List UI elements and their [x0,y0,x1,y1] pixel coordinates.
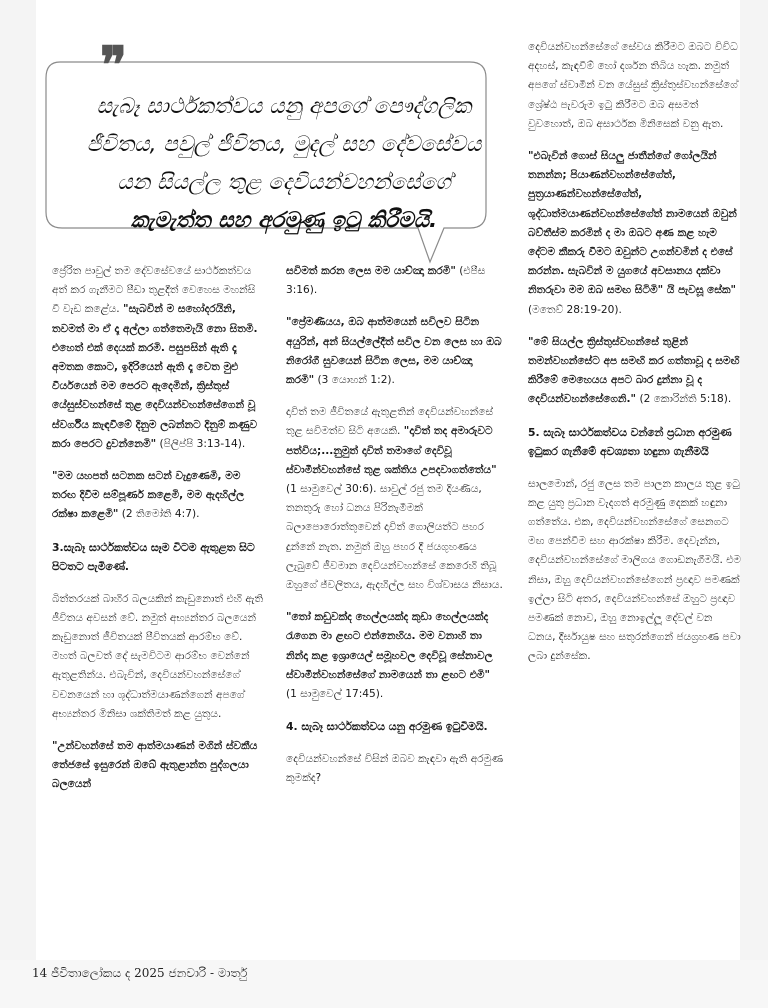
paragraph: දෙවියන්වහන්සේ විසින් ඔබව කැඳවා ඇති අරමුණ කුමක්ද? [286,753,504,785]
scripture-quote: "උන්වහන්සේ තම ආත්මයාණන් මගින් ස්වකීය තේජසේ ඉසුරෙන් ඔබේ ඇතුළාන්ත පුද්ගලයා බලයෙන් [52,740,258,791]
column-1 [52,262,266,808]
paragraph: "මම යහපත් සටනක සටන් වැදුණෙමි, මම තරඟ දිවීම සම්පූර්ණ කළෙමි, මම ඇදහිල්ල රක්ෂා කළෙමි" (2 තිමෝති 4:7). [52,470,245,521]
pull-quote-line: යන සියල්ල තුළ දෙවියන්වහන්සේගේ [117,170,451,195]
paragraph: දෙවියන්වහන්සේගේ සේවය කිරීමට ඔබට විවිධ අදහස්, කැඳවීම් හෝ දර්ශන තිබිය හැක. නමුත් අපගේ ස්වාමීන් වන යේසුස් ක්‍රිස්තුස්වහන්සේගේ ශ්‍රේෂ්ඨ පැවරුම ඉටු කිරීමට ඔබ අසමත් වුවහොත්, ඔබ අසාර්ථක මිනිසෙක් වනු ඇත. [528,41,738,130]
paragraph: බිත්තරයක් බාහිර බලයකින් කැඩුනොත් එහි ඇති ජීවිතය අවසන් වේ. නමුත් අභ්‍යන්තර බලයෙන් කැඩුනොත් ජීවිතයක් පීවිතයක් ආරම්භ වේ. මහත් බලවත් දේ සැමවිටම ආරම්භ වෙන්නේ ඇතුළතින්ය. එබැවින්, දෙවියන්වහන්සේගේ වචනයෙන් හා ශුද්ධාත්මයාණන්ගෙන් අපගේ අභ්‍යන්තර මිනිසා ශක්තිමත් කළ යුතුය. [52,592,264,720]
paragraph: දාවිත් තම ජීවිතයේ ඇතුළතින් දෙවියන්වහන්සේ තුළ සවිමත්ව සිටි අයෙකි. "දාවිත් තද අමාරුවට පත්විය;...නුමුත් දාවිත් තමාගේ දෙවිවූ ස්වාමීන්වහන්සේ තුළ ශක්තිය උපදවාගත්තේය" (1 සාමුවෙල් 30:6). සාවුල් රජු තම දියණිය, තනතුරු හෝ ධනය පිරිනැමීමක් බලාපොරොත්තුවෙන් දාවිත් ගොලියත්ට පහර දුන්නේ නැත. නමුත් ඔහු පහර දී ජයගුහණය ලැබුවේ ජීවමාන දෙවියන්වහන්සේ කෙරෙහි තිබූ ඔහුගේ ජ්වලිතය, ඇදහිල්ල සහ විශ්වාසය නිසාය. [286,406,503,592]
paragraph: ප්‍රේරිත පාවුල් තම දේවසේවයේ සාර්ථකත්වය අත් කර ගැනීමට පීඩා තුළදීත් වෙහෙස මහන්සි වී වැඩ කළේය. "සැබවින් ම සහෝදරයිනි, තවමත් මා ඒ දෑ අල්ලා ගත්තෙමැයි නො සිතමි. එහෙත් එක් දෙයක් කරමි. පසුපසින් ඇති දෑ අමතක කොට, ඉදිරියෙන් ඇති දෑ වෙත මුළු වීර්යයෙන් මම පෙරට ඇදෙමින්, ක්‍රිස්තුස් යේසුස්වහන්සේ තුළ දෙවියන්වහන්සේගෙන් වූ ස්වර්ගීය කැඳවීමේ දිනුම ලබන්නට දිනුම් කණුව කරා පෙරට දුවන්නෙමි" (පිලිප්පි 3:13-14). [52,265,258,450]
section-heading: 3.සැබෑ සාර්ථකත්වය සෑම විටම ඇතුළත සිට පිටතට පැමිණේ. [52,540,255,573]
pull-quote-line: කැමැත්ත සහ අරමුණු ඉටු කිරීමයි. [130,208,438,233]
paragraph: "තෝ කඩුවක්ද හෙල්ලයක්ද කුඩා හෙල්ලයක්ද රැගෙන මා ළඟට එන්නෙහිය. මම වනාහි තා නින්දා කළ ඉශ්‍රායෙල් සමූහවල දෙවිවූ සේනාවල ස්වාමීන්වහන්සේගේ නාමයෙන් තා ළඟට එමි" (1 සාමුවෙල් 17:45). [286,611,493,701]
paragraph: සාලමොන්, රජු ලෙස තම පාලන කාලය තුළ ඉටු කළ යුතු ප්‍රධාන වැදගත් අරමුණු දෙකක් හඳුනා ගත්තේය. එක, දෙවියන්වහන්සේගේ සෙනගට මඟ පෙන්වීම සහ ආරක්ෂා කිරීම. දෙවැන්න, දෙවියන්වහන්සේගේ මාලිගය ගොඩනැගීමයි. එම නිසා, ඔහු දෙවියන්වහන්සේගෙන් ප්‍රඥාව පමණක් ඉල්ලා සිටි අතර, දෙවියන්වහන්සේ ඔහුට ප්‍රඥාව පමණක් නොව, ඔහු නොඉල්ලූ දේවල් වන ධනය, දීර්ඝායුෂ සහ සතුරන්ගෙන් ජයග්‍රහණ පවා ලබා දුන්සේක. [528,477,742,663]
column-2 [286,262,504,802]
pull-quote [68,88,500,240]
paragraph: "එබැවින් ගොස් සියලු ජාතීන්ගේ ගෝලයින් තනන්න; පියාණන්වහන්සේගේත්, පුත්‍රයාණන්වහන්සේගේත්, ශුද්ධාත්මයාණන්වහන්සේගේත් නාමයෙන් ඔවුන් බව්තීස්ම කරමින් ද මා ඔබට අණ කළ හැම දේටම කීකරු වීමට ඔවුන්ට උගන්වමින් ද එසේ කරන්න. සැබවින් ම යුගයේ අවසානය දක්වා නිතරුවා මම ඔබ සමඟ සිටිමි" යි පැවසූ සේක" (මතෙව් 28:19-20). [528,150,737,316]
section-heading: 5. සැබෑ සාර්ථකත්වය වන්නේ ප්‍රධාන අරමුණ ඉටුකර ගැනීමේ අවශ්‍යතා හඳුනා ගැනීමයි [528,425,732,458]
section-heading: 4. සැබෑ සාර්ථකත්වය යනු අරමුණ ඉටුවීමයි. [286,720,488,734]
paragraph: "ප්‍රේමණීයය, ඔබ ආත්මයෙන් සවිලව සිටින අයුරින්, අන් සියල්ලේදීත් සවිල වන ලෙස හා ඔබ නිරෝගී සුවයෙන් සිටින ලෙස, මම යාච්ඤා කරමි" (3 යොහන් 1:2). [286,316,502,387]
pull-quote-line: ජීවිතය, පවුල් ජීවිතය, මුදල් සහ දේවසේවය [86,132,482,157]
paragraph: "මේ සියල්ල ක්‍රිස්තුස්වහන්සේ තුළින් තමන්වහන්සේට අප සමඟි කර ගත්තාවූ ද සමඟි කිරීමේ මෙහෙයය අපට බාර දුන්නා වූ ද දෙවියන්වහන්සේගෙනි." (2 කොරින්ති 5:18). [528,335,740,406]
pull-quote-line: සැබෑ සාර්ථකත්වය යනු අපගේ පෞද්ගලික [96,94,472,119]
column-3 [528,38,742,680]
page-footer: 14 ජීවිතාලෝකය ද 2025 ජනවාරි - මාර්තු [32,966,248,980]
quote-icon: ❞ [100,35,127,94]
paragraph: සවිමත් කරන ලෙස මම යාච්ඤා කරමි" (එපීස 3:16). [286,265,486,297]
